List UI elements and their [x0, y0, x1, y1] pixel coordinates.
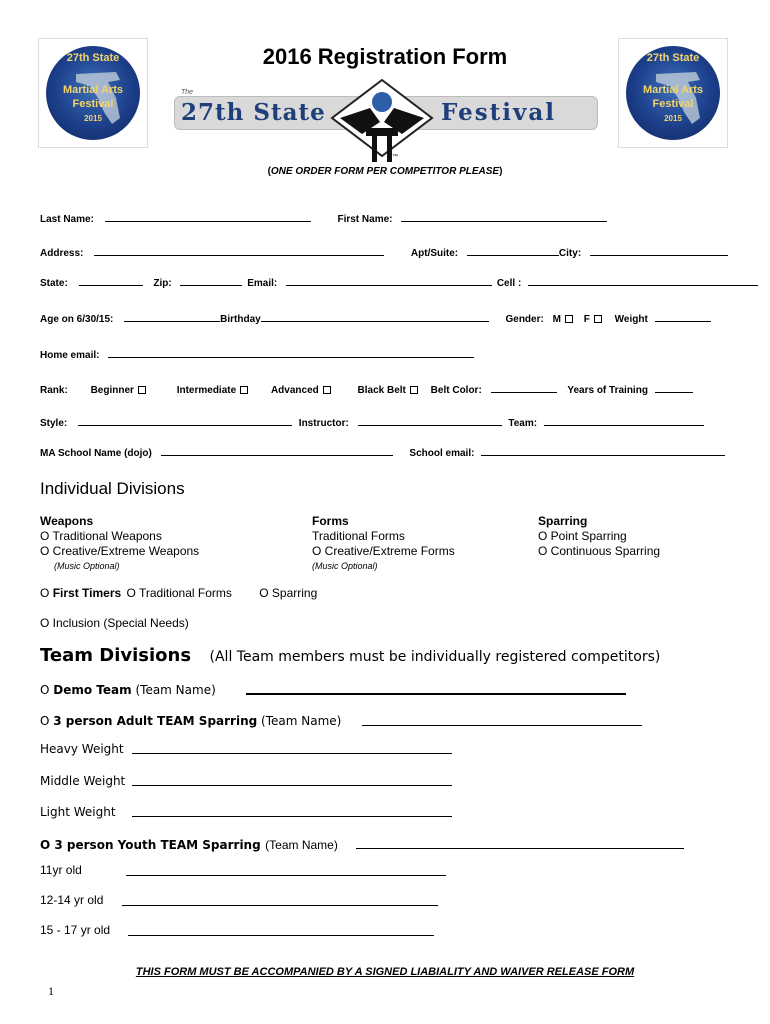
- birthday-field[interactable]: [261, 311, 489, 322]
- forms-option-traditional[interactable]: Traditional Forms: [312, 529, 405, 543]
- gender-f-label: F: [583, 314, 590, 325]
- adult-team-label: 3 person Adult TEAM Sparring: [53, 714, 258, 728]
- apt-field[interactable]: [467, 245, 559, 256]
- demo-team-name-label: (Team Name): [135, 683, 216, 697]
- gender-m-label: M: [552, 314, 561, 325]
- gender-m-checkbox[interactable]: [565, 315, 573, 323]
- first-timers-row: [40, 586, 317, 600]
- demo-team-row: [40, 683, 216, 697]
- weapons-title: Weapons: [40, 514, 94, 528]
- adult-team-name-field[interactable]: [362, 725, 642, 726]
- rank-label: Rank:: [40, 385, 68, 396]
- weapons-music-note: (Music Optional): [54, 561, 120, 571]
- logo-line2: Martial Arts: [62, 84, 124, 96]
- team-divisions-heading: Team Divisions: [40, 645, 192, 666]
- cell-label: Cell :: [496, 278, 522, 289]
- subtitle-text: ONE ORDER FORM PER COMPETITOR PLEASE: [270, 166, 500, 177]
- years-label: Years of Training: [567, 385, 648, 396]
- heavy-weight-field[interactable]: [132, 753, 452, 754]
- forms-title: Forms: [312, 514, 349, 528]
- age-11-field[interactable]: [126, 875, 446, 876]
- belt-color-label: Belt Color:: [430, 385, 482, 396]
- team-field[interactable]: [544, 415, 704, 426]
- last-name-field[interactable]: [105, 211, 311, 222]
- team-label: Team:: [508, 418, 538, 429]
- cell-field[interactable]: [528, 275, 758, 286]
- subtitle-open: (: [267, 166, 271, 177]
- demo-team-name-field[interactable]: [246, 693, 626, 695]
- beginner-label: Beginner: [90, 385, 134, 396]
- first-timers-forms-option[interactable]: O Traditional Forms: [126, 586, 232, 600]
- logo-line4: 2015: [84, 114, 102, 123]
- birthday-label: Birthday: [220, 314, 261, 325]
- email-label: Email:: [247, 278, 278, 289]
- subtitle-close: ): [499, 166, 503, 177]
- city-label: City:: [558, 248, 582, 259]
- sparring-option-point[interactable]: O Point Sparring: [538, 529, 627, 543]
- demo-team-o[interactable]: O: [40, 683, 50, 697]
- school-name-label: MA School Name (dojo): [40, 448, 152, 459]
- school-row: [40, 448, 725, 459]
- team-divisions-header: [40, 645, 660, 666]
- contact-row: [40, 275, 758, 289]
- weapons-option-traditional[interactable]: O Traditional Weapons: [40, 529, 162, 543]
- rank-row: [40, 382, 693, 396]
- intermediate-label: Intermediate: [176, 385, 237, 396]
- banner-right-text: Festival: [441, 99, 557, 126]
- email-field[interactable]: [286, 275, 492, 286]
- advanced-label: Advanced: [270, 385, 319, 396]
- logo-medal: [626, 46, 720, 140]
- heavy-weight-label: Heavy Weight: [40, 742, 124, 756]
- school-name-field[interactable]: [161, 449, 393, 456]
- address-field[interactable]: [94, 245, 384, 256]
- light-weight-label: Light Weight: [40, 805, 116, 819]
- black-belt-checkbox[interactable]: [410, 386, 418, 394]
- inclusion-option[interactable]: O Inclusion (Special Needs): [40, 616, 189, 630]
- intermediate-checkbox[interactable]: [240, 386, 248, 394]
- name-row: [40, 211, 607, 225]
- middle-weight-label: Middle Weight: [40, 774, 126, 788]
- instructor-field[interactable]: [358, 415, 502, 426]
- logo-line3: Festival: [652, 98, 694, 110]
- home-email-label: Home email:: [40, 350, 100, 361]
- first-name-field[interactable]: [401, 211, 607, 222]
- age-15-17-label: 15 - 17 yr old: [40, 923, 111, 937]
- adult-team-row: [40, 714, 341, 728]
- subtitle: [0, 166, 770, 177]
- logo-line1: 27th State: [66, 52, 120, 64]
- style-field[interactable]: [78, 415, 292, 426]
- address-row: [40, 245, 728, 259]
- age-12-14-field[interactable]: [122, 905, 438, 906]
- style-row: [40, 415, 704, 429]
- demo-team-label: Demo Team: [53, 683, 132, 697]
- logo-line1: 27th State: [646, 52, 700, 64]
- zip-field[interactable]: [180, 275, 242, 286]
- page-number: 1: [48, 984, 54, 998]
- instructor-label: Instructor:: [298, 418, 349, 429]
- logo-line3: Festival: [72, 98, 114, 110]
- banner-left-text: 27th State: [181, 99, 326, 126]
- home-email-row: [40, 347, 474, 361]
- forms-column: [312, 514, 455, 574]
- state-field[interactable]: [79, 275, 143, 286]
- festival-logo-left: [38, 38, 148, 148]
- belt-color-field[interactable]: [491, 382, 557, 393]
- logo-medal: [46, 46, 140, 140]
- sparring-title: Sparring: [538, 514, 588, 528]
- middle-weight-field[interactable]: [132, 785, 452, 786]
- logo-line4: 2015: [664, 114, 682, 123]
- age-field[interactable]: [124, 311, 220, 322]
- trademark-symbol: ™: [392, 154, 398, 160]
- logo-line2: Martial Arts: [642, 84, 704, 96]
- youth-team-name-field[interactable]: [356, 848, 684, 849]
- adult-team-name-label: (Team Name): [261, 714, 342, 728]
- adult-team-o[interactable]: O: [40, 714, 50, 728]
- gender-label: Gender:: [505, 314, 544, 325]
- first-timers-sparring-option[interactable]: O Sparring: [259, 586, 318, 600]
- age-12-14-label: 12-14 yr old: [40, 893, 104, 907]
- beginner-checkbox[interactable]: [138, 386, 146, 394]
- weapons-column: [40, 514, 199, 574]
- city-field[interactable]: [590, 245, 728, 256]
- first-name-label: First Name:: [337, 214, 393, 225]
- style-label: Style:: [40, 418, 68, 429]
- sparring-column: [538, 514, 660, 559]
- waiver-notice: THIS FORM MUST BE ACCOMPANIED BY A SIGNED LIABIALITY AND WAIVER RELEASE FORM: [135, 966, 635, 978]
- black-belt-label: Black Belt: [357, 385, 406, 396]
- home-email-field[interactable]: [108, 347, 474, 358]
- state-label: State:: [40, 278, 68, 289]
- youth-team-name-label: (Team Name): [265, 838, 338, 852]
- first-timers-label: First Timers: [52, 586, 122, 600]
- age-11-label: 11yr old: [40, 863, 82, 877]
- advanced-checkbox[interactable]: [323, 386, 331, 394]
- weight-field[interactable]: [655, 311, 711, 322]
- sparring-option-continuous[interactable]: O Continuous Sparring: [538, 544, 661, 558]
- forms-music-note: (Music Optional): [312, 561, 378, 571]
- banner-small-text: The: [181, 89, 194, 96]
- age-row: [40, 311, 711, 325]
- age-15-17-field[interactable]: [128, 935, 434, 936]
- first-timers-o[interactable]: O: [40, 586, 50, 600]
- years-field[interactable]: [655, 382, 693, 393]
- school-email-field[interactable]: [481, 449, 725, 456]
- last-name-label: Last Name:: [40, 214, 94, 225]
- light-weight-field[interactable]: [132, 816, 452, 817]
- age-label: Age on 6/30/15:: [40, 314, 114, 325]
- martial-artist-emblem-icon: [322, 78, 442, 168]
- youth-team-row: [40, 836, 338, 854]
- weight-label: Weight: [614, 314, 648, 325]
- school-email-label: School email:: [409, 448, 475, 459]
- address-label: Address:: [40, 248, 84, 259]
- weapons-option-creative[interactable]: O Creative/Extreme Weapons: [40, 544, 200, 558]
- gender-f-checkbox[interactable]: [594, 315, 602, 323]
- page-title: 2016 Registration Form: [262, 44, 508, 69]
- zip-label: Zip:: [153, 278, 172, 289]
- apt-label: Apt/Suite:: [410, 248, 459, 259]
- festival-logo-right: [618, 38, 728, 148]
- youth-team-label[interactable]: O 3 person Youth TEAM Sparring: [40, 838, 261, 852]
- individual-divisions-heading: Individual Divisions: [40, 479, 185, 498]
- forms-option-creative[interactable]: O Creative/Extreme Forms: [312, 544, 455, 558]
- team-divisions-note: (All Team members must be individually registered competitors): [209, 649, 661, 665]
